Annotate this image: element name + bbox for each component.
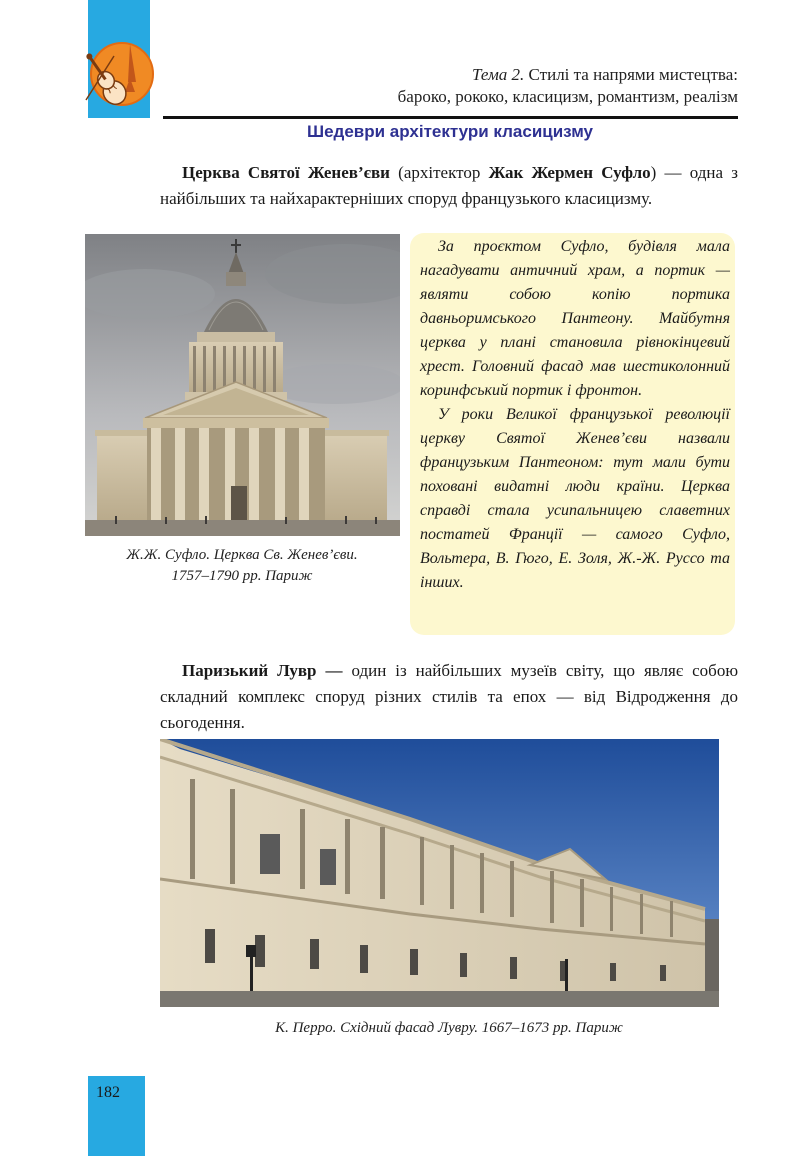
info-paragraph-1: За проєктом Суфло, будівля мала нагадувати античний храм, а портик — являти собою копію портика давньоримського Пантеону. Майбутня церква у плані становила рівнокінцевий хрест. Головний фасад мав шестиколонний коринфський портик і фронтон.	[420, 238, 730, 399]
music-violin-emblem-icon	[78, 34, 160, 114]
pantheon-photo	[85, 234, 400, 536]
page-number: 182	[96, 1084, 120, 1101]
pantheon-name: Церква Святої Женев’єви	[182, 163, 390, 182]
theme-title-line1: Стилі та напрями мистецтва:	[528, 65, 738, 84]
louvre-name: Паризький Лувр —	[182, 661, 343, 680]
louvre-photo	[160, 739, 719, 1007]
pantheon-description: одна з найбільших та найхарактерніших споруд французького класицизму.	[160, 163, 738, 208]
theme-title-line2: бароко, рококо, класицизм, романтизм, реалізм	[397, 87, 738, 106]
info-box-text	[420, 235, 730, 595]
architect-prefix: (архітектор	[398, 163, 481, 182]
louvre-caption: К. Перро. Східний фасад Лувру. 1667–1673 рр. Париж	[275, 1020, 623, 1036]
louvre-description: один із найбільших музеїв світу, що являє собою складний комплекс споруд різних стилів та епох — від Відродження до сьогодення.	[160, 661, 739, 732]
louvre-intro-paragraph	[160, 658, 738, 736]
theme-label: Тема 2.	[471, 65, 525, 84]
header-divider	[163, 116, 738, 119]
architect-name: Жак Жермен Суфло	[488, 163, 651, 182]
pantheon-caption-line1: Ж.Ж. Суфло. Церква Св. Женев’єви.	[126, 547, 358, 563]
pantheon-caption	[92, 545, 392, 587]
section-title: Шедеври архітектури класицизму	[306, 122, 594, 141]
info-paragraph-2: У роки Великої французької революції церкву Святої Женев’єви назвали французьким Пантеоном: тут мали бути поховані видатні люди країни. Церква справді стала усипальницею славетних постатей Франції — самого Суфло, Вольтера, В. Гюго, Е. Золя, Ж.-Ж. Руссо та інших.	[420, 406, 730, 591]
pantheon-caption-line2: 1757–1790 рр. Париж	[171, 568, 313, 584]
architect-suffix: ) —	[650, 163, 682, 182]
chapter-header	[178, 64, 738, 108]
pantheon-intro-paragraph	[160, 160, 738, 212]
